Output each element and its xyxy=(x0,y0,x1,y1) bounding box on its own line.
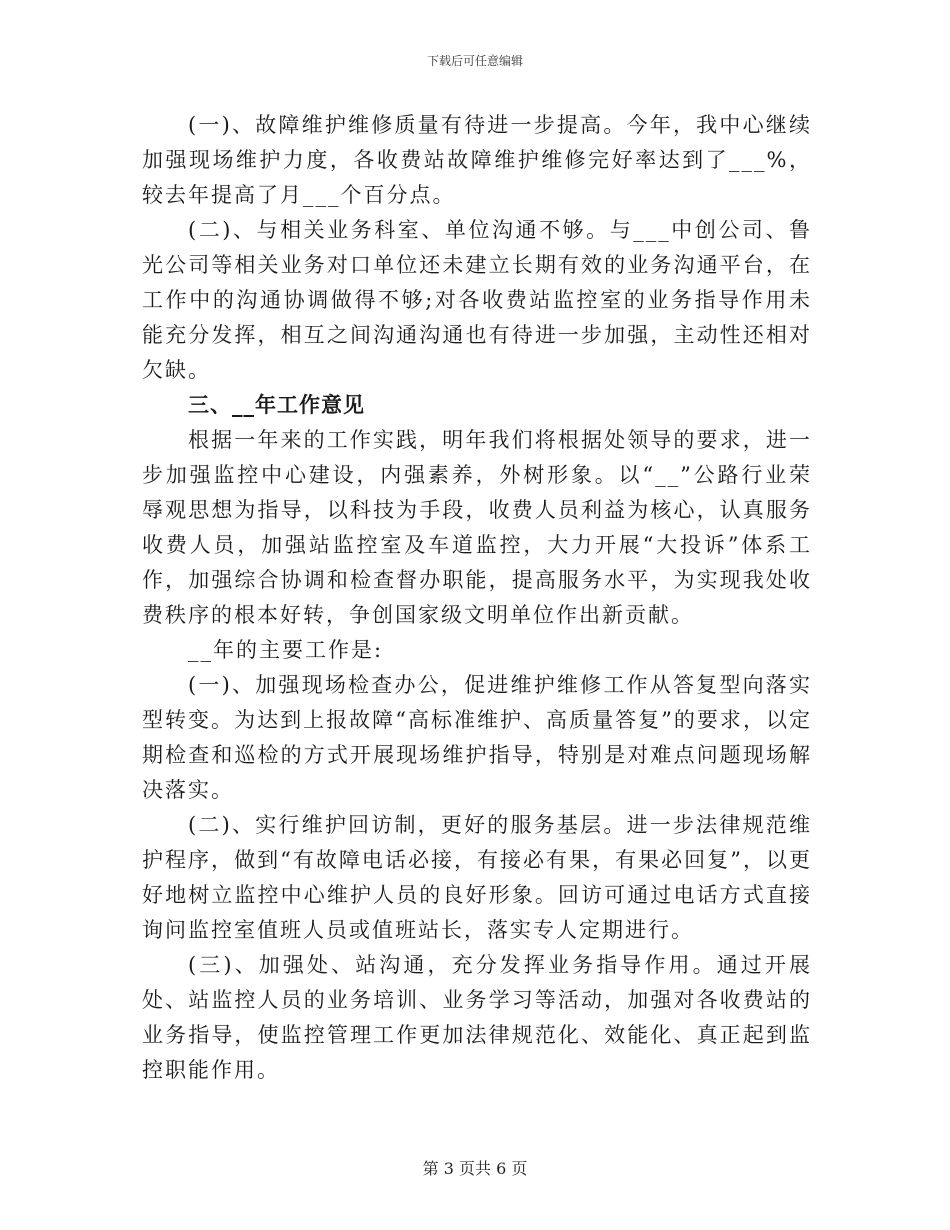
paragraph-3: 根据一年来的工作实践，明年我们将根据处领导的要求，进一步加强监控中心建设，内强素养，外树形象。以“__”公路行业荣辱观思想为指导，以科技为手段，收费人员利益为核心，认真服务收费人员，加强站监控室及车道监控，大力开展“大投诉”体系工作，加强综合协调和检查督办职能，提高服务水平，为实现我处收费秩序的根本好转，争创国家级文明单位作出新贡献。 xyxy=(142,428,812,627)
page-footer: 第 3 页共 6 页 xyxy=(422,1159,528,1178)
paragraph-5: (一)、加强现场检查办公，促进维护维修工作从答复型向落实型转变。为达到上报故障“高标准维护、高质量答复”的要求，以定期检查和巡检的方式开展现场维护指导，特别是对难点问题现场解决落实。 xyxy=(142,673,812,802)
paragraph-4: __年的主要工作是: xyxy=(188,638,384,662)
paragraph-1: (一)、故障维护维修质量有待进一步提高。今年，我中心继续加强现场维护力度，各收费站故障维护维修完好率达到了___%，较去年提高了月___个百分点。 xyxy=(142,113,812,207)
section-heading: 三、__年工作意见 xyxy=(188,393,365,417)
paragraph-7: (三)、加强处、站沟通，充分发挥业务指导作用。通过开展处、站监控人员的业务培训、业务学习等活动，加强对各收费站的业务指导，使监控管理工作更加法律规范化、效能化、真正起到监控职能作用。 xyxy=(142,953,812,1082)
paragraph-2: (二)、与相关业务科室、单位沟通不够。与___中创公司、鲁光公司等相关业务对口单位还未建立长期有效的业务沟通平台，在工作中的沟通协调做得不够;对各收费站监控室的业务指导作用未能充分发挥，相互之间沟通沟通也有待进一步加强，主动性还相对欠缺。 xyxy=(142,218,812,382)
document-body xyxy=(142,108,812,1088)
page-header: 下载后可任意编辑 xyxy=(426,54,523,68)
paragraph-6: (二)、实行维护回访制，更好的服务基层。进一步法律规范维护程序，做到“有故障电话必接，有接必有果，有果必回复”，以更好地树立监控中心维护人员的良好形象。回访可通过电话方式直接询问监控室值班人员或值班站长，落实专人定期进行。 xyxy=(142,813,812,942)
